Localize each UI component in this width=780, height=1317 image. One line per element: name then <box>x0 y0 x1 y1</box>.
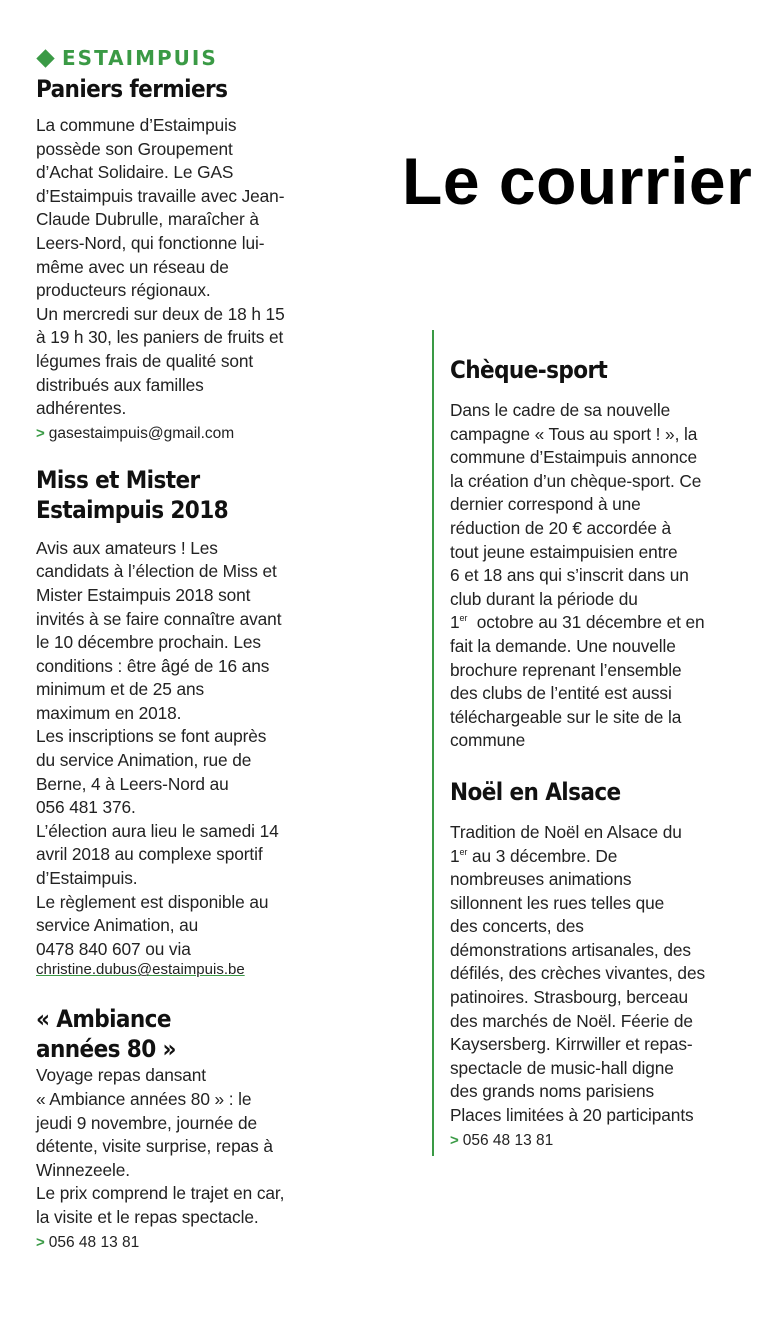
body-line: le 10 décembre prochain. Les <box>36 632 261 653</box>
body-line: des concerts, des <box>450 916 584 937</box>
body-line: la création d’un chèque-sport. Ce <box>450 470 702 491</box>
body-line: avril 2018 au complexe sportif <box>36 844 263 865</box>
body-line: sillonnent les rues telles que <box>450 892 665 913</box>
body-line: Places limitées à 20 participants <box>450 1105 694 1126</box>
body-line: fait la demande. Une nouvelle <box>450 635 676 656</box>
body-line: 6 et 18 ans qui s’inscrit dans un <box>450 565 689 586</box>
body-line: démonstrations artisanales, des <box>450 939 691 960</box>
body-line: invités à se faire connaître avant <box>36 608 282 629</box>
body-line: « Ambiance années 80 » : le <box>36 1089 252 1109</box>
chevron-right-icon: > <box>36 424 45 442</box>
date-rest: octobre au 31 décembre et en <box>467 612 705 633</box>
contact-email[interactable]: gasestaimpuis@gmail.com <box>48 424 235 442</box>
article-title: Paniers fermiers <box>36 75 228 103</box>
article-body <box>36 114 298 421</box>
body-line: Un mercredi sur deux de 18 h 15 <box>36 303 285 324</box>
body-line: Winnezeele. <box>36 1159 130 1180</box>
body-line: des clubs de l’entité est aussi <box>450 683 672 704</box>
article-body <box>36 1064 298 1229</box>
body-line: réduction de 20 € accordée à <box>450 517 672 538</box>
article-title-line-1: Miss et Mister <box>36 465 200 494</box>
body-line: d’Estaimpuis travaille avec Jean- <box>36 185 285 206</box>
body-line: d’Achat Solidaire. Le GAS <box>36 162 234 183</box>
body-line: patinoires. Strasbourg, berceau <box>450 987 689 1008</box>
body-line: Le règlement est disponible au <box>36 891 269 912</box>
rubric <box>36 46 298 70</box>
body-line: détente, visite surprise, repas à <box>36 1136 273 1157</box>
body-line: jeudi 9 novembre, journée de <box>36 1112 258 1133</box>
body-line: maximum en 2018. <box>36 702 182 723</box>
body-line: dernier correspond à une <box>450 494 641 515</box>
right-column <box>450 355 718 1152</box>
body-line: Voyage repas dansant <box>36 1065 206 1086</box>
body-line: Berne, 4 à Leers-Nord au <box>36 773 229 794</box>
body-line: nombreuses animations <box>450 869 632 890</box>
body-line: Dans le cadre de sa nouvelle <box>450 400 671 420</box>
contact-line[interactable] <box>36 423 298 445</box>
body-line: d’Estaimpuis. <box>36 868 138 889</box>
body-line: 056 481 376. <box>36 797 136 818</box>
article-ambiance <box>36 1004 298 1253</box>
body-line: producteurs régionaux. <box>36 280 211 301</box>
body-line: Tradition de Noël en Alsace du <box>450 821 682 842</box>
article-cheque-sport <box>450 355 718 753</box>
contact-line[interactable] <box>36 1232 298 1254</box>
article-title: Noël en Alsace <box>450 777 621 806</box>
article-body <box>36 537 298 962</box>
date-number: 1 <box>450 845 460 866</box>
body-line: 0478 840 607 ou via <box>36 938 191 959</box>
article-noel <box>450 777 718 1152</box>
body-line: tout jeune estaimpuisien entre <box>450 541 678 562</box>
body-line: Claude Dubrulle, maraîcher à <box>36 209 259 230</box>
body-line: Les inscriptions se font auprès <box>36 726 267 747</box>
body-line: des marchés de Noël. Féerie de <box>450 1010 693 1031</box>
body-line: L’élection aura lieu le samedi 14 <box>36 820 279 841</box>
article-title-line-2: années 80 » <box>36 1035 176 1064</box>
contact-phone[interactable]: 056 48 13 81 <box>48 1233 140 1251</box>
body-line <box>450 611 718 635</box>
body-line: Mister Estaimpuis 2018 sont <box>36 584 251 605</box>
chevron-right-icon: > <box>450 1131 459 1149</box>
date-ordinal: er <box>459 613 468 624</box>
body-line: la visite et le repas spectacle. <box>36 1206 259 1227</box>
article-title-line-2: Estaimpuis 2018 <box>36 495 229 524</box>
chevron-right-icon: > <box>36 1233 45 1251</box>
article-body <box>450 399 718 753</box>
article-body <box>450 821 718 1128</box>
article-miss <box>36 465 298 979</box>
body-line: du service Animation, rue de <box>36 750 252 771</box>
body-line: conditions : être âgé de 16 ans <box>36 655 270 676</box>
article-paniers <box>36 74 298 445</box>
body-line: même avec un réseau de <box>36 256 229 277</box>
body-line: Leers-Nord, qui fonctionne lui- <box>36 232 265 253</box>
body-line: Le prix comprend le trajet en car, <box>36 1183 285 1204</box>
body-line: à 19 h 30, les paniers de fruits et <box>36 327 284 348</box>
body-line: spectacle de music-hall digne <box>450 1057 674 1078</box>
body-line: commune d’Estaimpuis annonce <box>450 447 697 468</box>
contact-line[interactable] <box>450 1130 718 1152</box>
left-column <box>36 46 298 1254</box>
email-link[interactable]: christine.dubus@estaimpuis.be <box>36 961 245 979</box>
body-line: possède son Groupement <box>36 138 233 159</box>
date-rest: au 3 décembre. De <box>467 845 618 866</box>
body-line: service Animation, au <box>36 915 199 936</box>
body-line: adhérentes. <box>36 398 127 419</box>
body-line <box>450 845 718 869</box>
date-number: 1 <box>450 612 460 633</box>
body-line: candidats à l’élection de Miss et <box>36 561 277 582</box>
article-title-line-1: « Ambiance <box>36 1005 171 1034</box>
body-line: minimum et de 25 ans <box>36 679 205 700</box>
body-line: Kaysersberg. Kirrwiller et repas- <box>450 1034 693 1055</box>
body-line: téléchargeable sur le site de la <box>450 706 682 727</box>
article-title: Chèque-sport <box>450 356 608 384</box>
body-line: brochure reprenant l’ensemble <box>450 659 682 680</box>
diamond-icon <box>36 49 54 67</box>
body-line: légumes frais de qualité sont <box>36 350 254 371</box>
body-line: Avis aux amateurs ! Les <box>36 537 218 558</box>
body-line: commune <box>450 730 526 751</box>
date-ordinal: er <box>459 846 468 857</box>
body-line: distribués aux familles <box>36 374 204 395</box>
body-line: club durant la période du <box>450 588 638 609</box>
rubric-label: ESTAIMPUIS <box>62 46 218 70</box>
masthead: Le courrier <box>402 144 753 218</box>
body-line: des grands noms parisiens <box>450 1081 655 1102</box>
body-line: défilés, des crèches vivantes, des <box>450 963 705 984</box>
body-line: La commune d’Estaimpuis <box>36 115 237 135</box>
body-line: campagne « Tous au sport ! », la <box>450 423 698 444</box>
contact-phone[interactable]: 056 48 13 81 <box>462 1131 554 1149</box>
column-divider <box>432 330 434 1156</box>
